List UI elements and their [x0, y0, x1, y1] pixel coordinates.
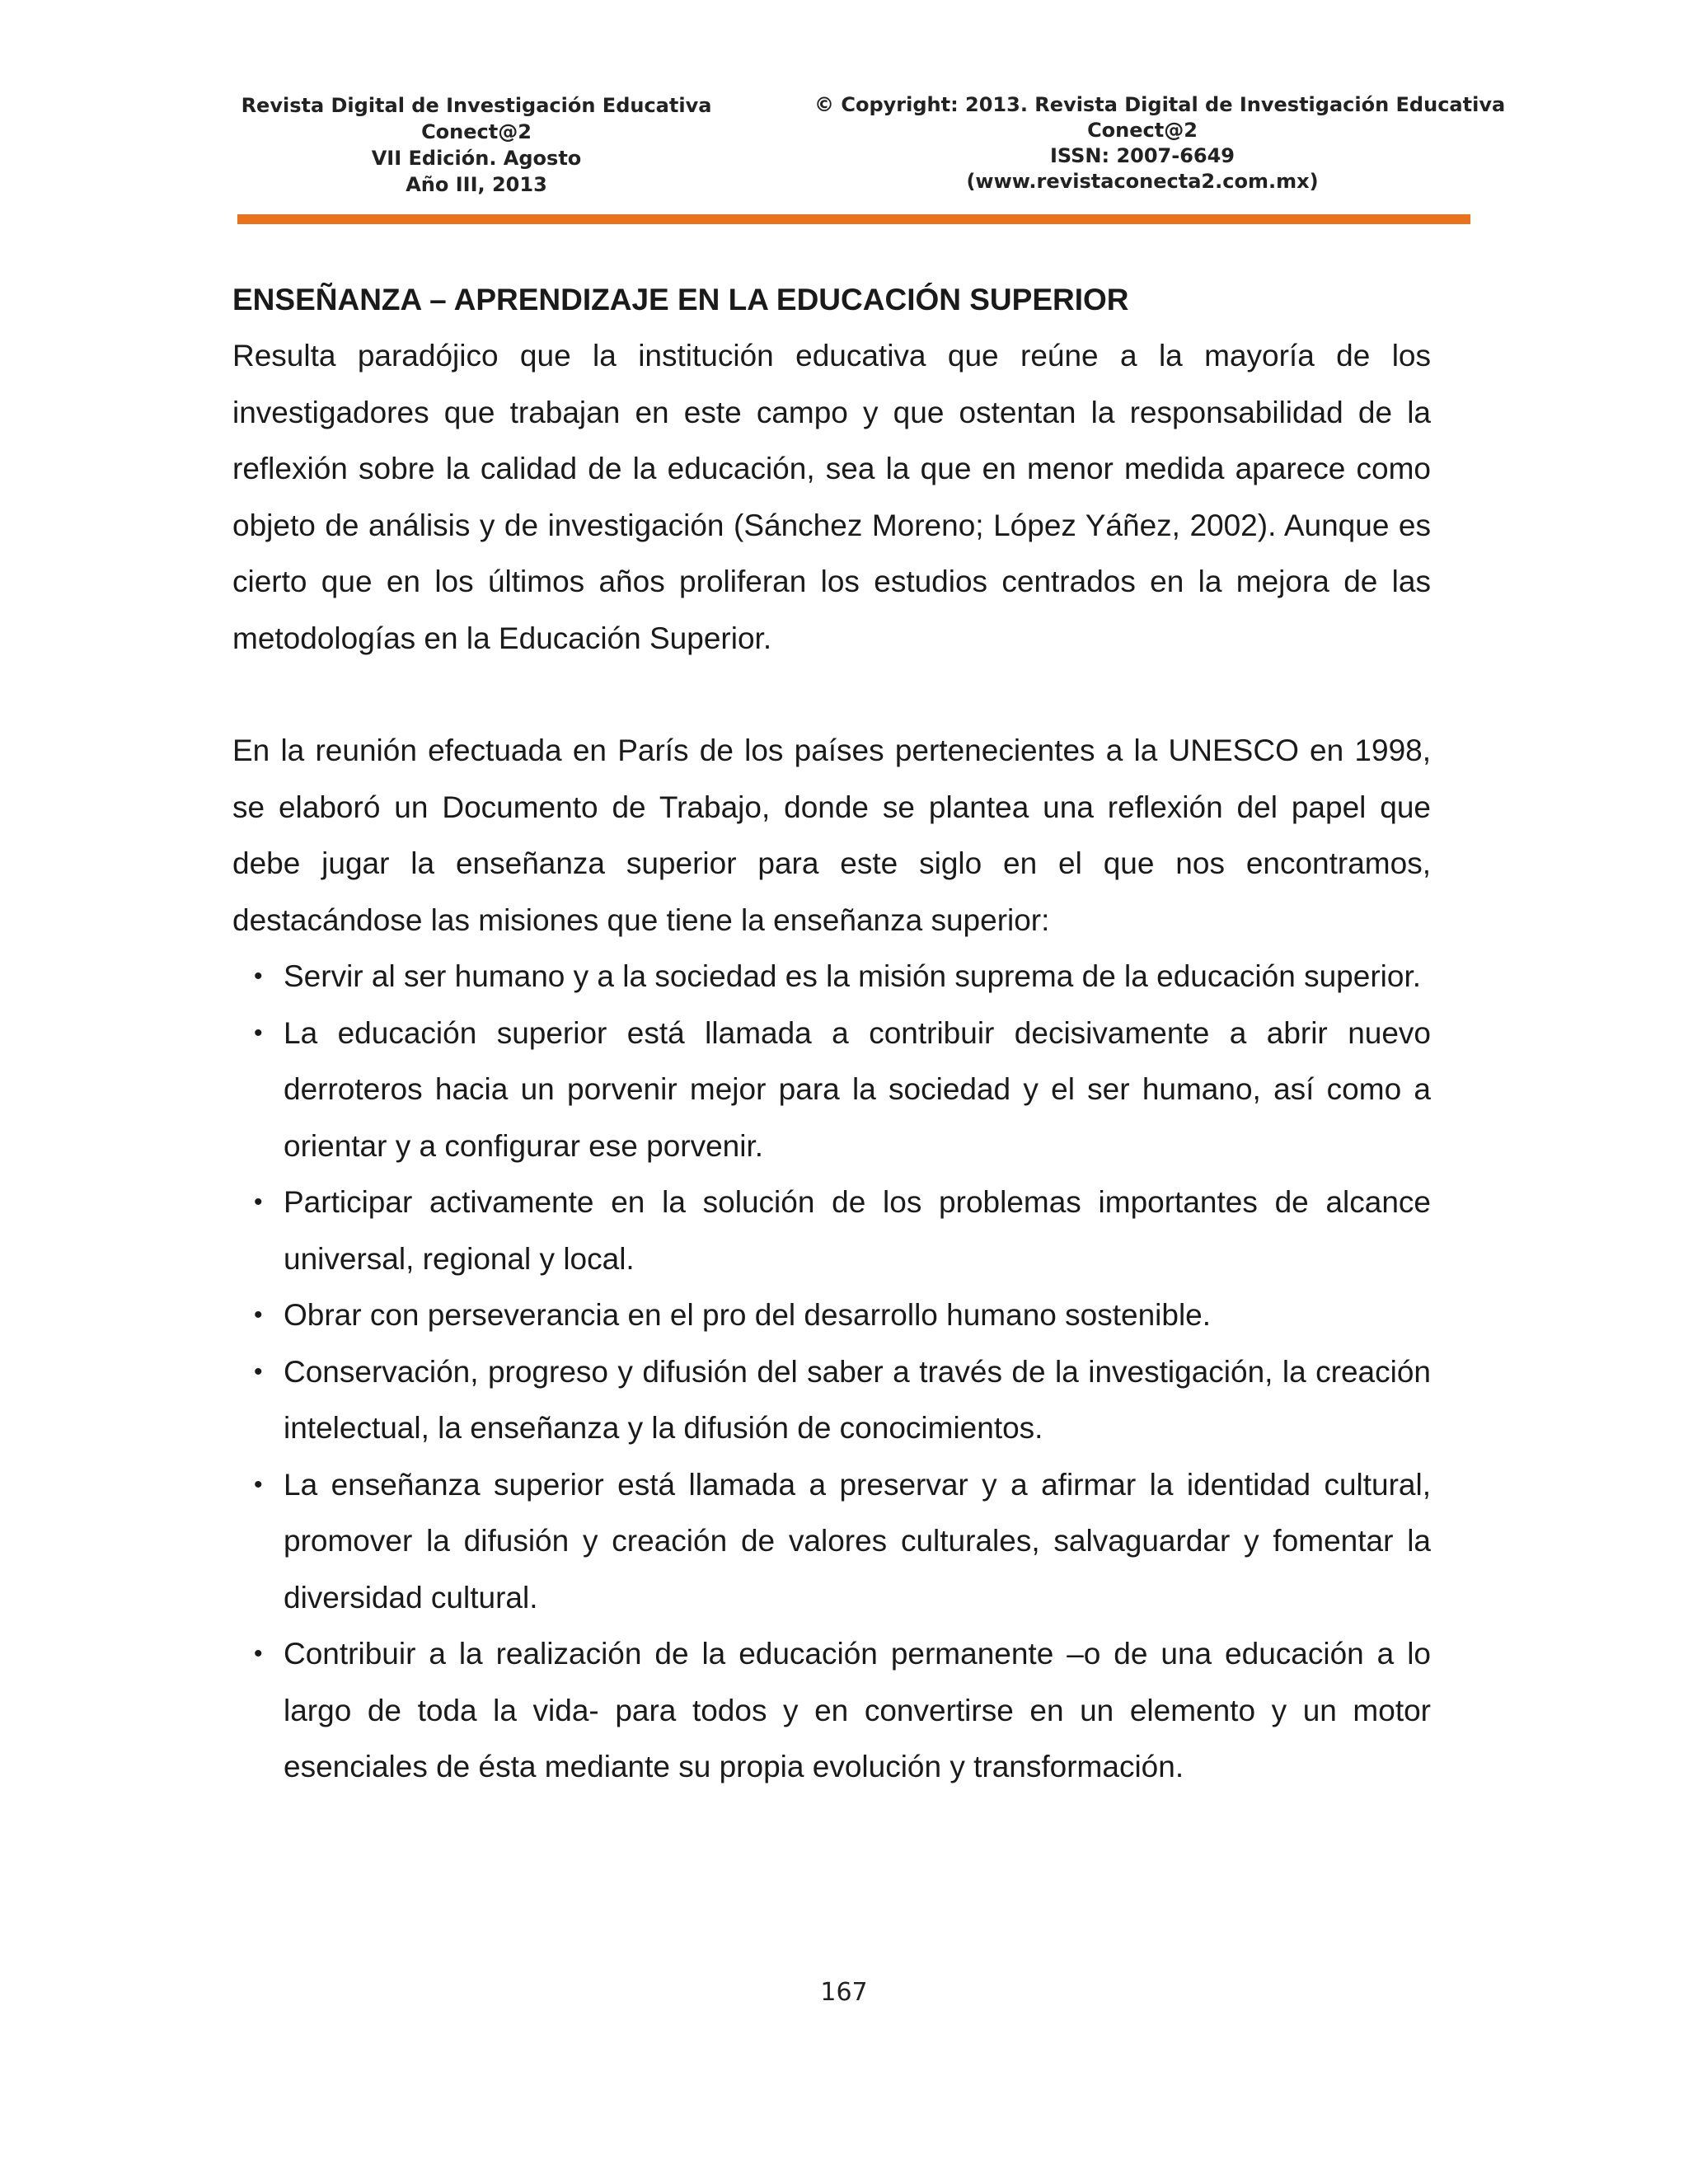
list-item	[254, 949, 1431, 1005]
copyright-line: © Copyright: 2013. Revista Digital de Investigación Educativa	[814, 93, 1506, 116]
bullet-icon: •	[254, 1188, 263, 1216]
paragraph-2: En la reunión efectuada en París de los países pertenecientes a la UNESCO en 1998, se elaboró un Documento de Trabajo, donde se plantea una reflexión del papel que debe jugar la enseñanza superior para este siglo en el que nos encontramos, destacándose las misiones que tiene la enseñanza superior:	[232, 733, 1431, 937]
list-item	[254, 1626, 1431, 1796]
section-title: ENSEÑANZA – APRENDIZAJE EN LA EDUCACIÓN SUPERIOR	[232, 283, 1129, 316]
paragraph-1: Resulta paradójico que la institución educativa que reúne a la mayoría de los investigadores que trabajan en este campo y que ostentan la responsabilidad de la reflexión sobre la calidad de la educación, sea la que en menor medida aparece como objeto de análisis y de investigación (Sánchez Moreno; López Yáñez, 2002). Aunque es cierto que en los últimos años proliferan los estudios centrados en la mejora de las metodologías en la Educación Superior.	[232, 339, 1431, 655]
missions-list	[232, 949, 1431, 1796]
list-item-text: Obrar con perseverancia en el pro del desarrollo humano sostenible.	[284, 1298, 1212, 1332]
list-item	[254, 1344, 1431, 1457]
article-body	[232, 272, 1431, 1796]
bullet-icon: •	[254, 1357, 263, 1385]
website: (www.revistaconecta2.com.mx)	[966, 170, 1319, 193]
list-item-text: La enseñanza superior está llamada a preservar y a afirmar la identidad cultural, promover la difusión y creación de valores culturales, salvaguardar y fomentar la diversidad cultural.	[284, 1467, 1431, 1615]
journal-name: Revista Digital de Investigación Educativa	[241, 94, 712, 117]
year: Año III, 2013	[406, 173, 547, 196]
list-item	[254, 1287, 1431, 1344]
copyright-journal-short-name: Conect@2	[1087, 119, 1198, 142]
list-item-text: Servir al ser humano y a la sociedad es la misión suprema de la educación superior.	[284, 959, 1422, 993]
bullet-icon: •	[254, 1301, 263, 1329]
issn: ISSN: 2007-6649	[1049, 144, 1235, 167]
list-item-text: La educación superior está llamada a contribuir decisivamente a abrir nuevo derroteros hacia un porvenir mejor para la sociedad y el ser humano, así como a orientar y a configurar ese porvenir.	[284, 1015, 1431, 1163]
journal-info	[237, 92, 715, 198]
page-header	[237, 92, 1506, 208]
list-item	[254, 1005, 1431, 1175]
edition: VII Edición. Agosto	[371, 147, 582, 170]
header-divider	[237, 214, 1470, 224]
list-item-text: Conservación, progreso y difusión del saber a través de la investigación, la creación intelectual, la enseñanza y la difusión de conocimientos.	[284, 1354, 1431, 1445]
journal-short-name: Conect@2	[421, 120, 532, 143]
page-number: 167	[820, 1978, 868, 2007]
bullet-icon: •	[254, 1019, 263, 1047]
bullet-icon: •	[254, 963, 263, 990]
list-item-text: Participar activamente en la solución de los problemas importantes de alcance universal, regional y local.	[284, 1185, 1431, 1276]
list-item-text: Contribuir a la realización de la educación permanente –o de una educación a lo largo de toda la vida- para todos y en convertirse en un elemento y un motor esenciales de ésta mediante su propia evolución y transformación.	[284, 1637, 1431, 1783]
list-item	[254, 1457, 1431, 1627]
copyright-info	[814, 92, 1506, 194]
list-item	[254, 1174, 1431, 1287]
bullet-icon: •	[254, 1640, 263, 1667]
bullet-icon: •	[254, 1470, 263, 1498]
paragraph-spacer	[232, 667, 1431, 723]
